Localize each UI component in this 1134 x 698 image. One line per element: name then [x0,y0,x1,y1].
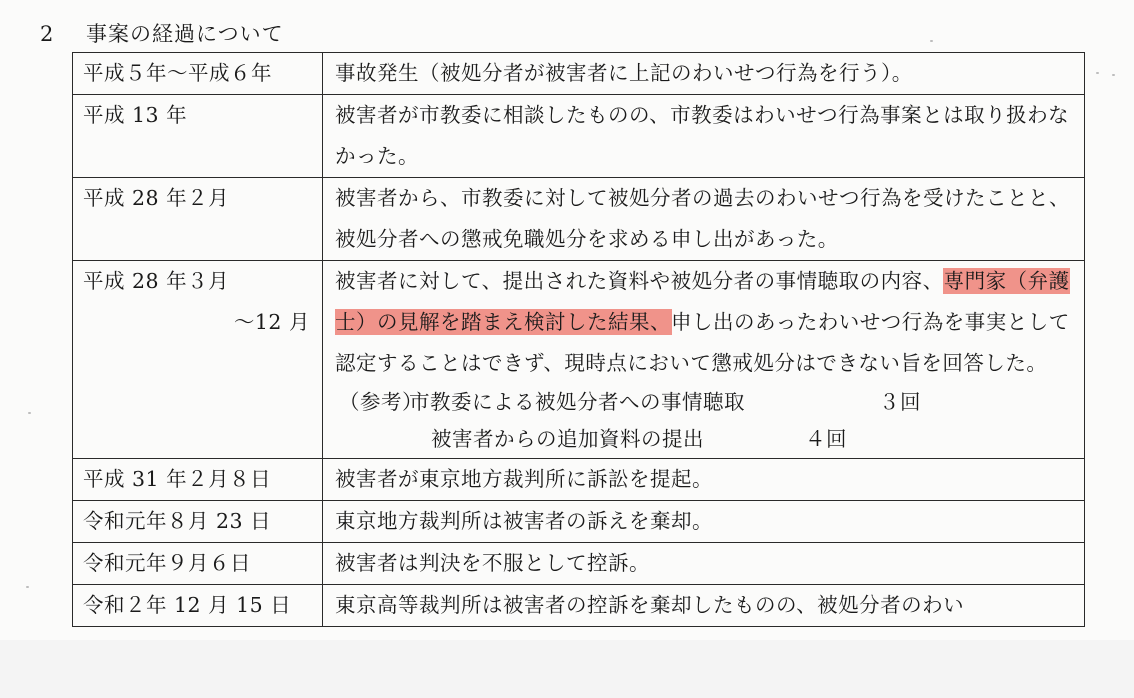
scan-speck [1096,72,1099,74]
date-cell: 令和元年９月６日 [73,543,323,585]
reference-block [335,384,1074,458]
reference-row [335,421,1074,458]
scan-speck [1112,74,1115,76]
date-cell: 平成 13 年 [73,95,323,178]
event-text: 被害者に対して、提出された資料や被処分者の事情聴取の内容、 [335,269,944,293]
timeline-table [72,52,1085,627]
section-title: 事案の経過について [86,22,284,46]
table-row [73,543,1085,585]
date-end: 〜12 月 [233,310,310,334]
event-cell [323,261,1085,459]
reference-count: ３回 [879,390,921,414]
bottom-strip [0,640,1134,698]
section-heading [40,18,284,48]
date-start: 平成 28 年３月 [83,269,230,293]
date-cell: 令和２年 12 月 15 日 [73,585,323,627]
event-cell: 被害者は判決を不服として控訴。 [323,543,1085,585]
table-row [73,261,1085,459]
table-row [73,501,1085,543]
table-row [73,585,1085,627]
table-row [73,459,1085,501]
event-cell: 被害者から、市教委に対して被処分者の過去のわいせつ行為を受けたことと、被処分者への懲戒免職処分を求める申し出があった。 [323,178,1085,261]
scan-speck [26,586,29,588]
date-cell: 平成５年〜平成６年 [73,53,323,95]
event-cell: 東京地方裁判所は被害者の訴えを棄却。 [323,501,1085,543]
scan-speck [28,412,31,414]
event-cell: 被害者が東京地方裁判所に訴訟を提起。 [323,459,1085,501]
reference-item: 市教委による被処分者への事情聴取 [409,390,745,414]
reference-row [335,384,1074,421]
table-row [73,53,1085,95]
table-row [73,95,1085,178]
section-number: 2 [40,22,55,46]
event-text-continued: 申し出のあったわいせつ行為を事実として認定することはできず、現時点において懲戒処分はできない旨を回答した。 [335,310,1070,375]
highlighted-text: 専門家（弁護士）の見解を踏まえ検討した結果、 [335,269,1070,334]
reference-count: ４回 [805,427,847,451]
event-cell: 東京高等裁判所は被害者の控訴を棄却したものの、被処分者のわい [323,585,1085,627]
event-cell: 被害者が市教委に相談したものの、市教委はわいせつ行為事案とは取り扱わなかった。 [323,95,1085,178]
event-cell: 事故発生（被処分者が被害者に上記のわいせつ行為を行う）。 [323,53,1085,95]
reference-item: 被害者からの追加資料の提出 [431,427,704,451]
scan-speck [930,40,933,42]
date-cell: 平成 31 年２月８日 [73,459,323,501]
date-cell [73,261,323,459]
table-row [73,178,1085,261]
date-cell: 令和元年８月 23 日 [73,501,323,543]
reference-label: （参考） [339,390,423,414]
date-cell: 平成 28 年２月 [73,178,323,261]
